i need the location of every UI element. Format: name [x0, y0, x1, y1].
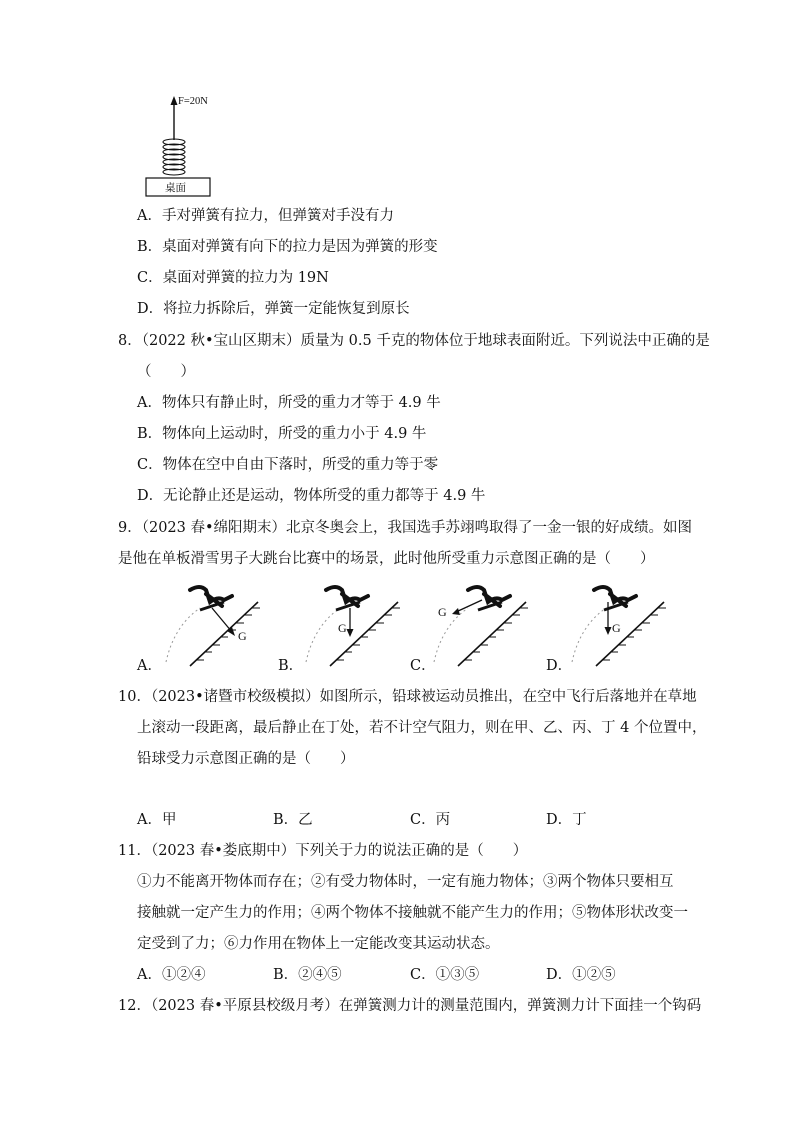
q10-option-d: D．丁	[546, 812, 587, 828]
q9-figure-c-letter: C．	[410, 658, 436, 674]
q11-option-c: C．①③⑤	[410, 967, 480, 983]
q9-figure-b	[300, 580, 410, 668]
q8-option-a: A．物体只有静止时，所受的重力才等于 4.9 牛	[137, 395, 441, 411]
q9-d-g-label: G	[612, 621, 621, 635]
spring-figure	[140, 92, 230, 200]
q8-option-d: D．无论静止还是运动，物体所受的重力都等于 4.9 牛	[137, 488, 486, 504]
q9-a-g-label: G	[238, 629, 247, 643]
q11-stem-line-2: ①力不能离开物体而存在；②有受力物体时，一定有施力物体；③两个物体只要相互	[137, 874, 674, 890]
q8-option-b: B．物体向上运动时，所受的重力小于 4.9 牛	[137, 426, 427, 442]
q10-stem-line-3: 铅球受力示意图正确的是（ ）	[137, 751, 355, 767]
q7-option-a: A．手对弹簧有拉力，但弹簧对手没有力	[137, 208, 394, 224]
q9-figure-a	[160, 580, 270, 668]
q9-figure-c	[428, 580, 538, 668]
q9-stem-line-1: 9．（2023 春•绵阳期末）北京冬奥会上，我国选手苏翊鸣取得了一金一银的好成绩。如图	[118, 520, 693, 536]
q9-c-g-label: G	[438, 605, 447, 619]
q8-stem-line-2: （ ）	[137, 364, 195, 380]
q10-option-b: B．乙	[273, 812, 313, 828]
q9-b-g-label: G	[338, 621, 347, 635]
q11-option-d: D．①②⑤	[546, 967, 616, 983]
q9-figure-d	[566, 580, 676, 668]
q9-figure-d-letter: D．	[546, 658, 573, 674]
q7-option-c: C．桌面对弹簧的拉力为 19N	[137, 270, 329, 286]
q7-option-b: B．桌面对弹簧有向下的拉力是因为弹簧的形变	[137, 239, 438, 255]
q9-figure-b-letter: B．	[278, 658, 304, 674]
q11-stem-line-3: 接触就一定产生力的作用；④两个物体不接触就不能产生力的作用；⑤物体形状改变一	[137, 905, 688, 921]
q10-stem-line-1: 10．（2023•诸暨市校级模拟）如图所示，铅球被运动员推出，在空中飞行后落地并在草地	[118, 689, 697, 705]
q10-option-c: C．丙	[410, 812, 451, 828]
q7-option-d: D．将拉力拆除后，弹簧一定能恢复到原长	[137, 301, 410, 317]
q9-stem-line-2: 是他在单板滑雪男子大跳台比赛中的场景，此时他所受重力示意图正确的是（ ）	[118, 551, 655, 567]
q11-stem-line-1: 11．（2023 春•娄底期中）下列关于力的说法正确的是（ ）	[118, 843, 528, 859]
q11-stem-line-4: 定受到了力；⑥力作用在物体上一定能改变其运动状态。	[137, 936, 500, 952]
q11-option-b: B．②④⑤	[273, 967, 342, 983]
desk-label: 桌面	[165, 183, 186, 194]
q10-option-a: A．甲	[137, 812, 177, 828]
q12-stem-line-1: 12．（2023 春•平原县校级月考）在弹簧测力计的测量范围内，弹簧测力计下面挂一个钩码	[118, 998, 702, 1014]
q9-figure-a-letter: A．	[137, 658, 162, 674]
force-label: F=20N	[178, 96, 208, 107]
q8-stem-line-1: 8．（2022 秋•宝山区期末）质量为 0.5 千克的物体位于地球表面附近。下列说法中正确的是	[118, 333, 710, 349]
q8-option-c: C．物体在空中自由下落时，所受的重力等于零	[137, 457, 439, 473]
q10-stem-line-2: 上滚动一段距离，最后静止在丁处，若不计空气阻力，则在甲、乙、丙、丁 4 个位置中，	[137, 720, 707, 736]
q11-option-a: A．①②④	[137, 967, 206, 983]
